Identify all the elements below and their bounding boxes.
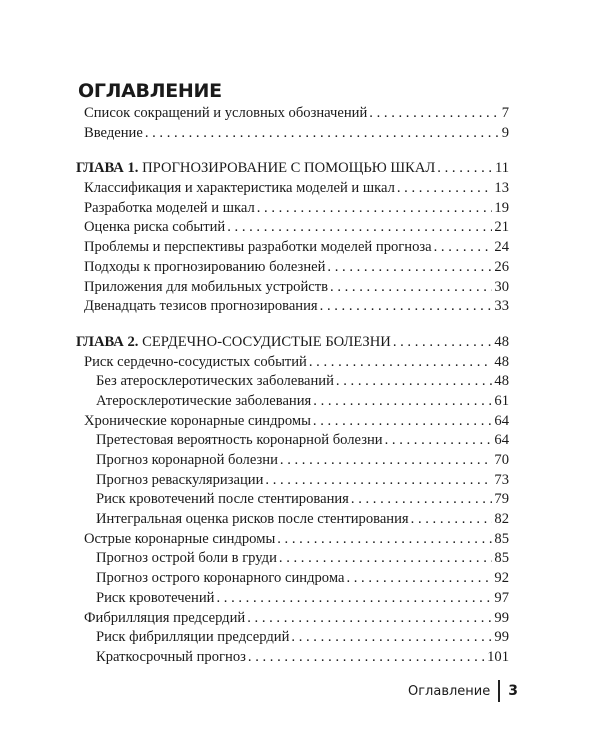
toc-entry[interactable] — [76, 628, 509, 648]
entry-text: Двенадцать тезисов прогнозирования — [84, 298, 318, 315]
entry-text: Подходы к прогнозированию болезней — [84, 258, 326, 275]
chapter-number: ГЛАВА 2. — [76, 333, 139, 350]
toc-entry-title — [84, 353, 307, 373]
dot-leader — [247, 609, 492, 629]
entry-page-number: 79 — [494, 491, 509, 508]
toc-entry-title — [76, 159, 435, 179]
entry-page-number: 24 — [494, 239, 509, 256]
toc-chapter[interactable] — [76, 159, 509, 179]
toc-entry-title — [84, 179, 395, 199]
dot-leader — [216, 589, 492, 609]
toc-entry[interactable] — [76, 471, 509, 491]
entry-page-number: 64 — [494, 432, 509, 449]
toc-entry[interactable] — [76, 589, 509, 609]
entry-text: Прогноз реваскуляризации — [96, 471, 264, 488]
entry-text: Оценка риска событий — [84, 219, 226, 236]
entry-page-number: 11 — [494, 160, 509, 177]
entry-page-number: 33 — [494, 298, 509, 315]
toc-chapter[interactable] — [76, 333, 509, 353]
toc-entry[interactable] — [76, 179, 509, 199]
dot-leader — [313, 392, 492, 412]
entry-text: Риск кровотечений после стентирования — [96, 491, 349, 508]
toc-entry[interactable] — [76, 451, 509, 471]
entry-text: СЕРДЕЧНО-СОСУДИСТЫЕ БОЛЕЗНИ — [142, 333, 391, 350]
entry-page-number: 99 — [494, 609, 509, 626]
toc-entry[interactable] — [76, 431, 509, 451]
toc-entry[interactable] — [76, 218, 509, 238]
entry-page-number: 70 — [494, 452, 509, 468]
entry-page-number: 48 — [494, 353, 509, 370]
entry-text: Риск кровотечений — [96, 589, 215, 606]
entry-page-number: 85 — [494, 550, 509, 567]
entry-page-number: 48 — [494, 373, 509, 390]
dot-leader — [351, 490, 493, 510]
toc-entry-title — [96, 451, 278, 471]
dot-leader — [248, 648, 485, 668]
entry-page-number: 48 — [494, 333, 509, 350]
entry-text: Риск сердечно-сосудистых событий — [84, 353, 307, 370]
footer-divider — [498, 680, 500, 702]
entry-page-number: 19 — [494, 199, 509, 216]
toc-entry-title — [96, 569, 344, 589]
entry-text: Классификация и характеристика моделей и шкал — [84, 180, 395, 197]
entry-text: Фибрилляция предсердий — [84, 609, 246, 626]
toc-entry-title — [96, 392, 311, 412]
entry-text: Хронические коронарные синдромы — [84, 412, 311, 429]
toc-entry-title — [96, 431, 383, 451]
toc-entry-title — [84, 238, 432, 258]
dot-leader — [393, 333, 493, 353]
entry-page-number: 101 — [487, 648, 509, 665]
dot-leader — [437, 159, 493, 179]
entry-page-number: 13 — [494, 180, 509, 197]
dot-leader — [257, 199, 493, 219]
toc-entry-title — [84, 124, 143, 144]
entry-page-number: 7 — [501, 105, 509, 121]
entry-text: Список сокращений и условных обозначений — [84, 105, 368, 121]
toc-entry-title — [84, 104, 367, 124]
entry-text: Прогноз острого коронарного синдрома — [96, 570, 345, 587]
toc-entry-title — [84, 278, 328, 298]
entry-page-number: 73 — [494, 471, 509, 488]
entry-text: Прогноз острой боли в груди — [96, 550, 277, 567]
table-of-contents — [76, 104, 509, 668]
toc-entry[interactable] — [76, 372, 509, 392]
toc-entry[interactable] — [76, 199, 509, 219]
entry-page-number: 99 — [494, 629, 509, 646]
toc-entry-title — [84, 258, 325, 278]
dot-leader — [145, 124, 500, 144]
toc-entry[interactable] — [76, 104, 509, 124]
entry-page-number: 9 — [501, 124, 509, 141]
toc-entry-title — [96, 549, 277, 569]
toc-entry-title — [84, 412, 311, 432]
toc-entry-title — [96, 372, 334, 392]
toc-entry[interactable] — [76, 258, 509, 278]
dot-leader — [279, 549, 493, 569]
toc-entry[interactable] — [76, 278, 509, 298]
dot-leader — [327, 258, 492, 278]
toc-entry-title — [96, 510, 409, 530]
toc-entry[interactable] — [76, 549, 509, 569]
entry-text: Риск фибрилляции предсердий — [96, 629, 290, 646]
entry-page-number: 21 — [494, 219, 509, 236]
page-footer — [408, 680, 518, 702]
entry-text: Введение — [84, 124, 143, 141]
toc-entry-title — [76, 333, 391, 353]
toc-entry[interactable] — [76, 569, 509, 589]
toc-entry[interactable] — [76, 297, 509, 317]
toc-entry[interactable] — [76, 648, 509, 668]
entry-page-number: 26 — [494, 258, 509, 275]
entry-page-number: 92 — [494, 570, 509, 587]
dot-leader — [291, 628, 492, 648]
toc-entry-title — [96, 490, 349, 510]
entry-text: Интегральная оценка рисков после стентирования — [96, 511, 409, 528]
entry-text: ПРОГНОЗИРОВАНИЕ С ПОМОЩЬЮ ШКАЛ — [142, 160, 436, 177]
dot-leader — [346, 569, 492, 589]
dot-leader — [277, 530, 492, 550]
toc-entry-title — [96, 628, 289, 648]
entry-text: Проблемы и перспективы разработки моделей прогноза — [84, 239, 432, 256]
toc-entry[interactable] — [76, 124, 509, 144]
dot-leader — [369, 104, 499, 124]
toc-entry-title — [84, 218, 225, 238]
toc-entry[interactable] — [76, 412, 509, 432]
toc-entry[interactable] — [76, 392, 509, 412]
dot-leader — [309, 353, 493, 373]
dot-leader — [330, 278, 492, 298]
entry-page-number: 30 — [494, 278, 509, 295]
page-title: ОГЛАВЛЕНИЕ — [78, 80, 222, 102]
dot-leader — [434, 238, 493, 258]
entry-page-number: 61 — [494, 392, 509, 409]
dot-leader — [320, 297, 493, 317]
toc-entry-title — [84, 609, 245, 629]
dot-leader — [385, 431, 493, 451]
entry-text: Прогноз коронарной болезни — [96, 452, 278, 468]
dot-leader — [227, 218, 492, 238]
toc-entry[interactable] — [76, 510, 509, 530]
dot-leader — [397, 179, 493, 199]
dot-leader — [313, 412, 493, 432]
entry-page-number: 85 — [494, 530, 509, 547]
chapter-number: ГЛАВА 1. — [76, 160, 139, 177]
dot-leader — [280, 451, 493, 471]
entry-page-number: 64 — [494, 412, 509, 429]
entry-text: Претестовая вероятность коронарной болезни — [96, 432, 383, 449]
toc-entry[interactable] — [76, 238, 509, 258]
toc-entry-title — [96, 589, 214, 609]
running-header: Оглавление — [407, 683, 491, 699]
entry-text: Без атеросклеротических заболеваний — [96, 373, 334, 390]
dot-leader — [336, 372, 492, 392]
entry-text: Разработка моделей и шкал — [84, 199, 255, 216]
entry-page-number: 97 — [494, 589, 509, 606]
toc-entry[interactable] — [76, 530, 509, 550]
toc-entry-title — [84, 530, 275, 550]
toc-entry[interactable] — [76, 353, 509, 373]
page-number: 3 — [508, 683, 518, 699]
entry-text: Атеросклеротические заболевания — [96, 392, 312, 409]
toc-entry-title — [84, 297, 318, 317]
dot-leader — [265, 471, 492, 491]
toc-entry-title — [96, 648, 246, 668]
toc-entry[interactable] — [76, 490, 509, 510]
toc-entry-title — [96, 471, 263, 491]
toc-entry[interactable] — [76, 609, 509, 629]
toc-entry-title — [84, 199, 255, 219]
entry-text: Приложения для мобильных устройств — [84, 278, 329, 295]
entry-text: Острые коронарные синдромы — [84, 530, 276, 547]
dot-leader — [411, 510, 493, 530]
entry-page-number: 82 — [494, 511, 509, 528]
entry-text: Краткосрочный прогноз — [96, 648, 246, 665]
